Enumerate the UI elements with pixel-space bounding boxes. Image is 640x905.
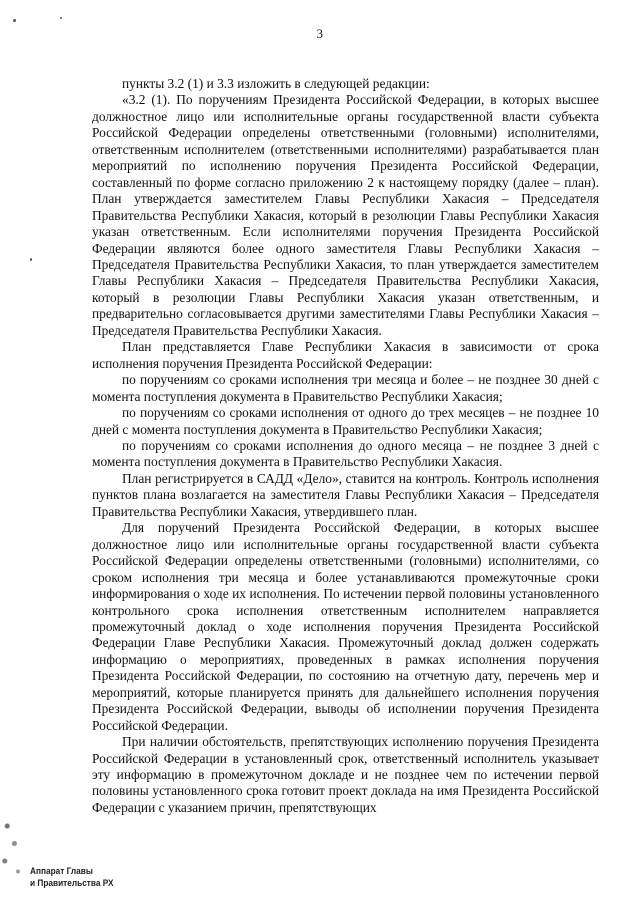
stamp-line: и Правительства РХ xyxy=(30,878,114,888)
paragraph: «3.2 (1). По поручениям Президента Российской Федерации, в которых высшее должностное лицо или исполнительные органы государственной власти субъекта Российской Федерации определены ответственными (головными) исполнителями, ответственным исполнителем (ответственными исполнителями) разрабатывается план мероприятий по исполнению поручения Президента Российской Федерации, составленный по форме согласно приложению 2 к настоящему порядку (далее – план). План утверждается заместителем Главы Республики Хакасия – Председателя Правительства Республики Хакасия, который в резолюции Главы Республики Хакасия указан ответственным. Если исполнителями поручения Президента Российской Федерации являются более одного заместителя Главы Республики Хакасия – Председателя Правительства Республики Хакасия, то план утверждается заместителем Главы Республики Хакасия – Председателя Правительства Республики Хакасия, который в резолюции Главы Республики Хакасия указан ответственным, и предварительно согласовывается другими заместителями Главы Республики Хакасия – Председателя Правительства Республики Хакасия. xyxy=(92,92,599,338)
paragraph: пункты 3.2 (1) и 3.3 изложить в следующей редакции: xyxy=(122,76,430,91)
scan-speck xyxy=(60,17,62,19)
paragraph: План регистрируется в САДД «Дело», ставится на контроль. Контроль исполнения пунктов плана возлагается на заместителя Главы Республики Хакасия – Председателя Правительства Республики Хакасия, утвердившего план. xyxy=(92,470,599,519)
paragraph: План представляется Главе Республики Хакасия в зависимости от срока исполнения поручения Президента Российской Федерации: xyxy=(92,339,599,371)
page-number: 3 xyxy=(316,26,324,41)
paragraph: Для поручений Президента Российской Федерации, в которых высшее должностное лицо или исполнительные органы государственной власти субъекта Российской Федерации определены ответственными (головными) исполнителями, со сроком исполнения три месяца и более устанавливаются промежуточные сроки информирования о ходе их исполнения. По истечении первой половины установленного контрольного срока исполнения ответственным исполнителем направляется промежуточный доклад о ходе исполнения поручения Президента Российской Федерации Главе Республики Хакасия. Промежуточный доклад должен содержать информацию о мероприятиях, проведенных в рамках исполнения поручения Президента Российской Федерации, по состоянию на отчетную дату, перечень мер и мероприятий, которые планируется принять для дальнейшего исполнения поручения Президента Российской Федерации, выводы об исполнении поручения Президента Российской Федерации. xyxy=(92,520,599,733)
paragraph: по поручениям со сроками исполнения три месяца и более – не позднее 30 дней с момента поступления документа в Правительство Республики Хакасия; xyxy=(92,372,599,404)
scan-edge-noise xyxy=(0,812,24,882)
document-body xyxy=(92,76,599,816)
scan-speck xyxy=(30,258,32,261)
stamp-line: Аппарат Главы xyxy=(30,866,93,876)
office-stamp xyxy=(30,865,113,889)
paragraph: по поручениям со сроками исполнения до одного месяца – не позднее 3 дней с момента поступления документа в Правительство Республики Хакасия. xyxy=(92,437,599,470)
paragraph: по поручениям со сроками исполнения от одного до трех месяцев – не позднее 10 дней с момента поступления документа в Правительство Республики Хакасия; xyxy=(92,405,599,437)
scan-speck xyxy=(13,19,16,22)
paragraph: При наличии обстоятельств, препятствующих исполнению поручения Президента Российской Федерации в установленный срок, ответственный исполнитель указывает эту информацию в промежуточном докладе и не позднее чем по истечении первой половины установленного срока готовит проект доклада на имя Президента Российской Федерации с указанием причин, препятствующих xyxy=(92,734,599,815)
